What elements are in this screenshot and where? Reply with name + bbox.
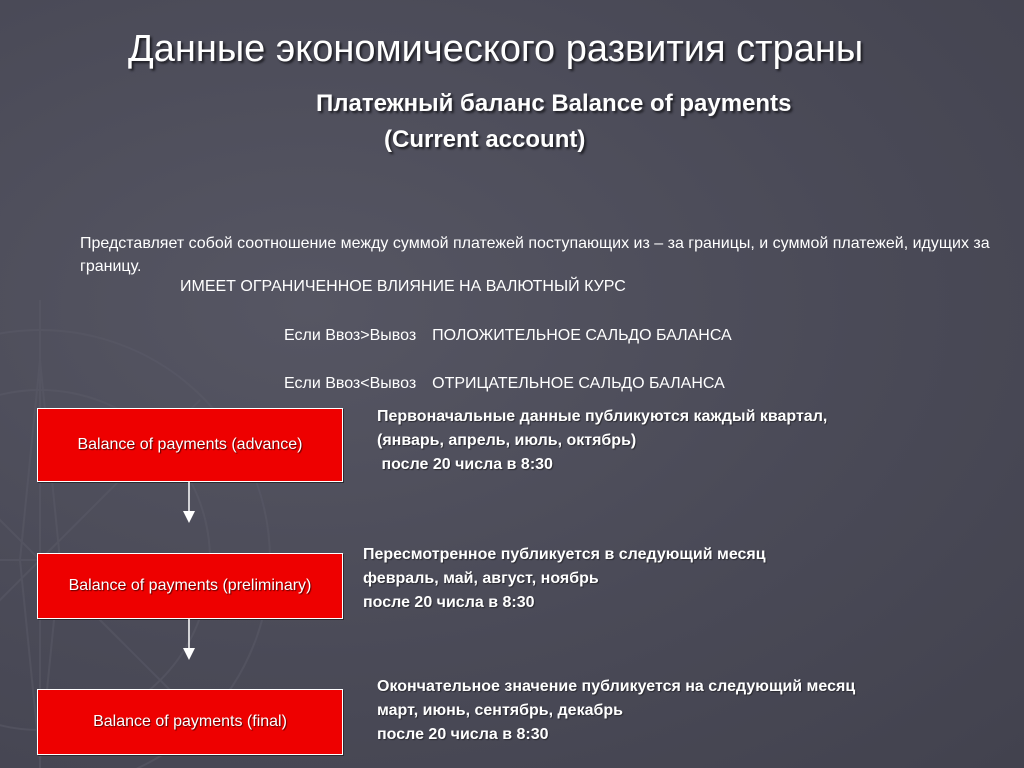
condition-result: ОТРИЦАТЕЛЬНОЕ САЛЬДО БАЛАНСА (432, 375, 725, 392)
description-line: март, июнь, сентябрь, декабрь (377, 702, 623, 719)
condition-label: Если Ввоз>Вывоз (284, 327, 417, 344)
description-line: после 20 числа в 8:30 (377, 456, 553, 473)
description-line: после 20 числа в 8:30 (377, 726, 549, 743)
description-line: февраль, май, август, ноябрь (363, 570, 599, 587)
slide-subtitle-line1: Платежный баланс Balance of payments (316, 90, 792, 117)
stage-box-preliminary: Balance of payments (preliminary) (37, 553, 343, 619)
arrow-down-icon (183, 618, 195, 660)
description-line: после 20 числа в 8:30 (363, 594, 535, 611)
stage-description-final (377, 675, 855, 747)
definition-text: Представляет собой соотношение между суммой платежей поступающих из – за границы, и суммой платежей, идущих за границу. (80, 235, 990, 275)
condition-negative (284, 375, 725, 393)
stage-box-final: Balance of payments (final) (37, 689, 343, 755)
slide-title: Данные экономического развития страны (128, 28, 864, 70)
description-line: Окончательное значение публикуется на следующий месяц (377, 678, 856, 695)
influence-text: ИМЕЕТ ОГРАНИЧЕННОЕ ВЛИЯНИЕ НА ВАЛЮТНЫЙ КУРС (180, 278, 626, 295)
description-line: (январь, апрель, июль, октябрь) (377, 432, 637, 449)
stage-description-advance (377, 405, 827, 477)
stage-description-preliminary (363, 543, 766, 615)
stage-box-advance: Balance of payments (advance) (37, 408, 343, 482)
arrow-down-icon (183, 481, 195, 523)
slide-subtitle-line2: (Current account) (384, 126, 586, 153)
description-line: Пересмотренное публикуется в следующий месяц (363, 546, 766, 563)
condition-positive (284, 327, 732, 345)
condition-result: ПОЛОЖИТЕЛЬНОЕ САЛЬДО БАЛАНСА (432, 327, 732, 344)
description-line: Первоначальные данные публикуются каждый квартал, (377, 408, 828, 425)
condition-label: Если Ввоз<Вывоз (284, 375, 417, 392)
